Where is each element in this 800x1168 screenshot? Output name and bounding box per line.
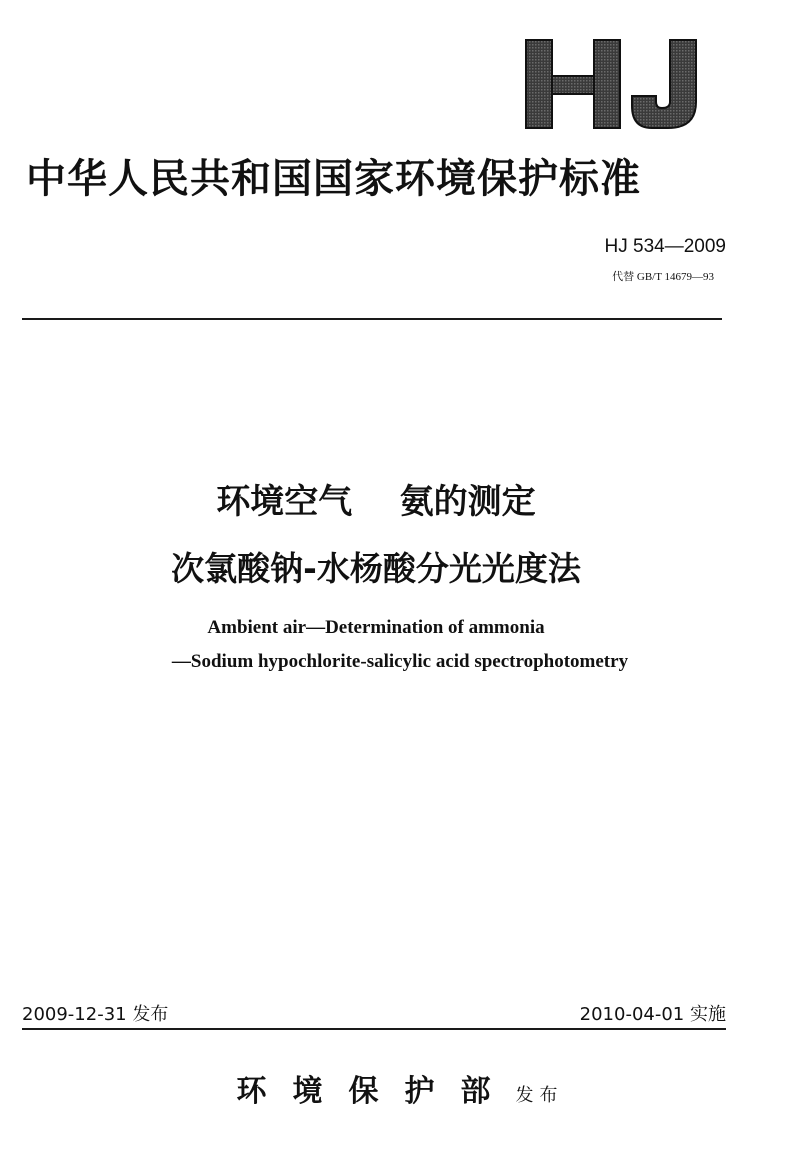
- hj-logo-icon: [520, 32, 710, 132]
- standard-number: HJ 534—2009: [604, 236, 726, 257]
- title-cn-line1: 环境空气 氨的测定: [216, 482, 536, 522]
- title-cn-line2: 次氯酸钠-水杨酸分光光度法: [171, 549, 581, 588]
- org-title: 中华人民共和国国家环境保护标准: [26, 156, 641, 202]
- publisher-line: [0, 1066, 800, 1110]
- title-en-line2: —Sodium hypochlorite-salicylic acid spectrophotometry: [171, 651, 629, 672]
- header-divider: [22, 318, 722, 320]
- footer-divider: [22, 1028, 726, 1030]
- implementation-date: 2010-04-01 实施: [579, 1004, 726, 1025]
- publisher-verb: 发布: [515, 1085, 564, 1106]
- publisher-name: 环境保护部: [236, 1074, 517, 1109]
- replaces-standard: 代替 GB/T 14679—93: [612, 271, 714, 283]
- title-en-line1: Ambient air—Determination of ammonia: [207, 617, 545, 638]
- issue-date: 2009-12-31 发布: [22, 1004, 169, 1025]
